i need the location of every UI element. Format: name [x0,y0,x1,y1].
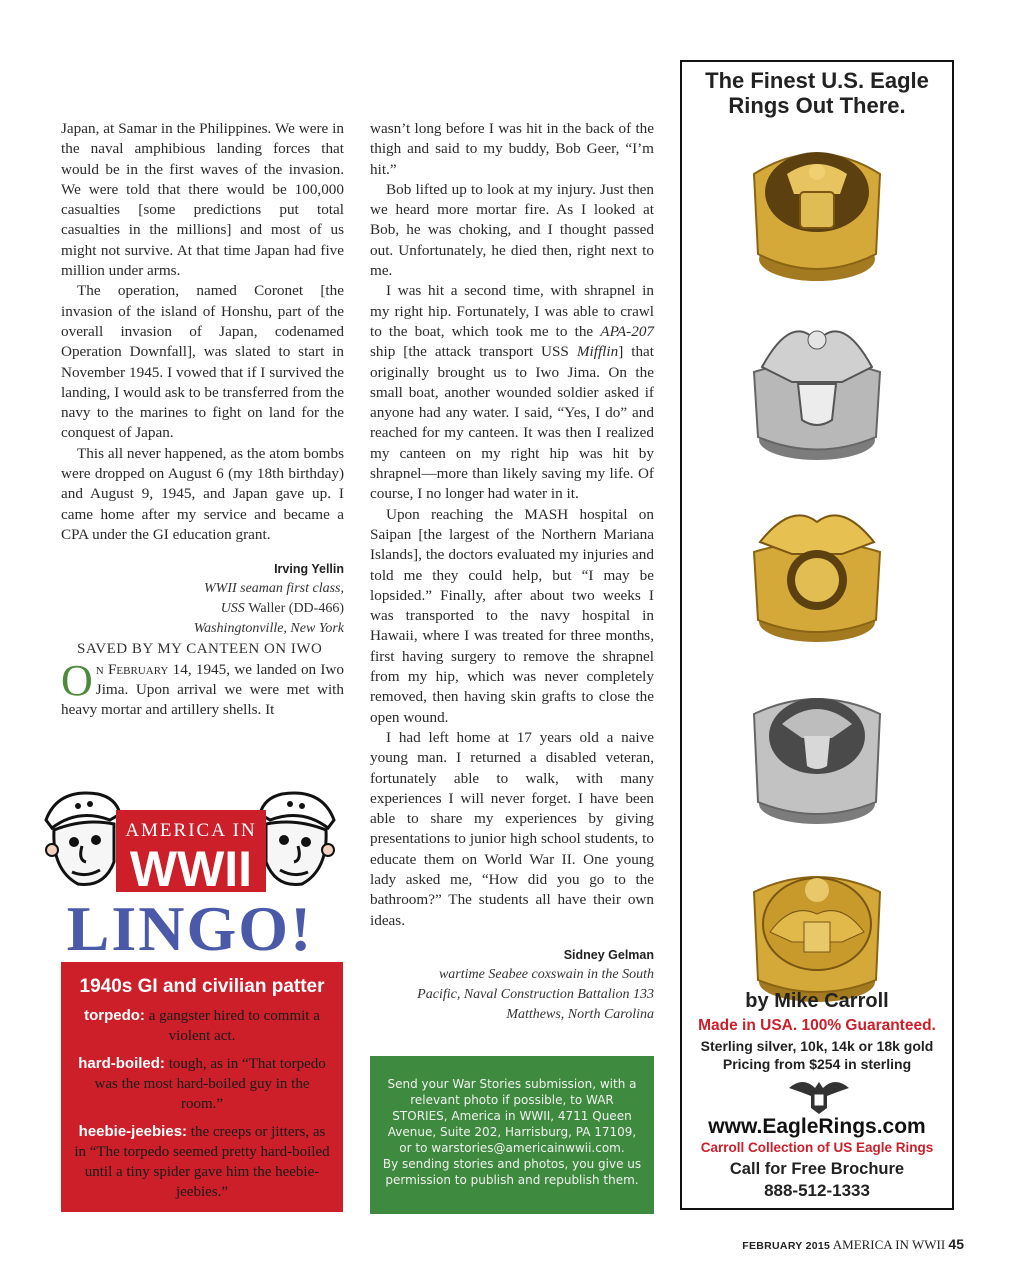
paragraph: The operation, named Coronet [the invasion of the island of Honshu, part of the overall invasion of Japan, codenamed Operation Downfall], was slated to start in November 1945. I vowed that if I survived the landing, I would ask to be transferred from the navy to the marines to fight on land for the conquest of Japan. [61,282,344,442]
footer-date: FEBRUARY 2015 [742,1240,831,1252]
ad-website-link[interactable]: www.EagleRings.com [708,1115,926,1138]
ad-call-to-action: Call for Free Brochure [729,1160,905,1178]
submission-box [370,1056,654,1214]
submission-instructions: Send your War Stories submission, with a relevant photo if possible, to WAR STORIES, America in WWII, 4711 Queen Avenue, Suite 202, Harrisburg, PA 17109, or to warstories@americainwwii.com. [387,1077,637,1155]
lingo-box [61,962,343,1212]
ad-headline: The Finest U.S. Eagle Rings Out There. [705,68,929,118]
paragraph: Japan, at Samar in the Philippines. We were in the naval amphibious landing forces that would be in the first waves of the invasion. We were told that there would be 100,000 casualties [some predictions put total casualties in the millions] and most of us might not survive. At that time Japan had five million under arms. [61,120,344,280]
page-number: 45 [948,1236,964,1252]
lingo-word: LINGO! [66,893,314,958]
section-heading: SAVED BY MY CANTEEN ON IWO [77,641,323,658]
ad-collection: Carroll Collection of US Eagle Rings [700,1140,934,1155]
author-rank: wartime Seabee coxswain in the South [438,966,654,982]
eagle-icon [787,1074,851,1116]
lingo-entry: heebie-jeebies: the creeps or jitters, as in “The torpedo seemed pretty hard-boiled until a tiny spider gave him the heebie-jeebies.” [74,1123,330,1200]
ad-phone: 888-512-1333 [764,1181,870,1200]
author-location: Matthews, North Carolina [506,1006,654,1022]
author-ship: USS Waller (DD-466) [220,601,344,617]
drop-cap: O [61,655,93,705]
author-byline [370,945,654,1025]
ring-image [732,312,902,472]
lingo-entry: torpedo: a gangster hired to commit a violent act. [84,1007,320,1044]
author-unit: Pacific, Naval Construction Battalion 133 [417,986,654,1002]
lingo-wwii: WWII [129,841,253,897]
gi-face-left-icon [46,793,120,884]
gi-face-right-icon [260,793,334,884]
eagle-rings-ad [680,60,954,1210]
author-name: Sidney Gelman [563,947,654,962]
footer-magazine: AMERICA IN WWII [832,1237,946,1252]
page-footer [740,1236,964,1253]
paragraph: wasn’t long before I was hit in the back of the thigh and said to my buddy, Bob Geer, “I’m hit.” [370,120,654,178]
article-column-1 [61,119,344,720]
ad-price: Pricing from $254 in sterling [722,1056,912,1072]
ad-guarantee: Made in USA. 100% Guaranteed. [698,1017,936,1034]
ad-metals: Sterling silver, 10k, 14k or 18k gold [700,1038,934,1054]
paragraph: I had left home at 17 years old a naive young man. I returned a disabled veteran, fortunately able to walk, with many experiences I will never forget. I have been able to share my experiences by giving presentations to junior high school students, to educate them on World War II. One young lady asked me, “How did you go to the bathroom?” The students all have their own ideas. [370,728,654,929]
lingo-entry: hard-boiled: tough, as in “That torpedo was the most hard-boiled guy in the room.” [78,1055,326,1112]
lingo-title: 1940s GI and civilian patter [79,976,325,997]
paragraph: Bob lifted up to look at my injury. Just then we heard more mortar fire. As I looked at Bob, he was choking, and I thought passed out. Unfortunately, he died then, right next to me. [370,180,654,280]
paragraph: I was hit a second time, with shrapnel in my right hip. Fortunately, I was able to crawl to the boat, which took me to the APA-207 ship [the attack transport USS Mifflin] that originally brought us to Iwo Jima. On the small boat, another wounded soldier asked if anyone had any water. I said, “Yes, I do” and reached for my canteen. It was then I realized my canteen on my right hip was hit by shrapnel—more than likely saving my life. Of course, I no longer had water in it. [370,282,655,503]
paragraph: This all never happened, as the atom bombs were dropped on August 6 (my 18th birthday) and August 9, 1945, and Japan gave up. I came home after my service and became a CPA under the GI education grant. [61,444,344,543]
submission-permission: By sending stories and photos, you give us permission to publish and republish them. [382,1157,642,1187]
author-byline [61,559,344,639]
author-name: Irving Yellin [274,562,344,577]
ad-byline: by Mike Carroll [745,990,889,1012]
ring-image [732,852,902,1012]
ring-image [732,492,902,652]
lingo-america-in: AMERICA IN [125,820,257,841]
ring-image [732,134,902,294]
ring-image [732,674,902,834]
article-column-2 [370,119,654,1025]
author-location: Washingtonville, New York [193,621,344,637]
paragraph: Upon reaching the MASH hospital on Saipan [the largest of the Northern Mariana Islands], the doctors evaluated my injuries and told me they could help, but “I may be lopsided.” Finally, after about two weeks I was transported to the navy hospital in Hawaii, where I was treated for three months, first having surgery to remove the shrapnel from my hip, which was never completely removed, then having skin grafts to close the open wound. [370,505,654,726]
paragraph: On February 14, 1945, we landed on Iwo Jima. Upon arrival we were met with heavy mortar and artillery shells. It [61,655,344,719]
lingo-artwork [38,780,342,958]
author-rank: WWII seaman first class, [204,581,344,597]
